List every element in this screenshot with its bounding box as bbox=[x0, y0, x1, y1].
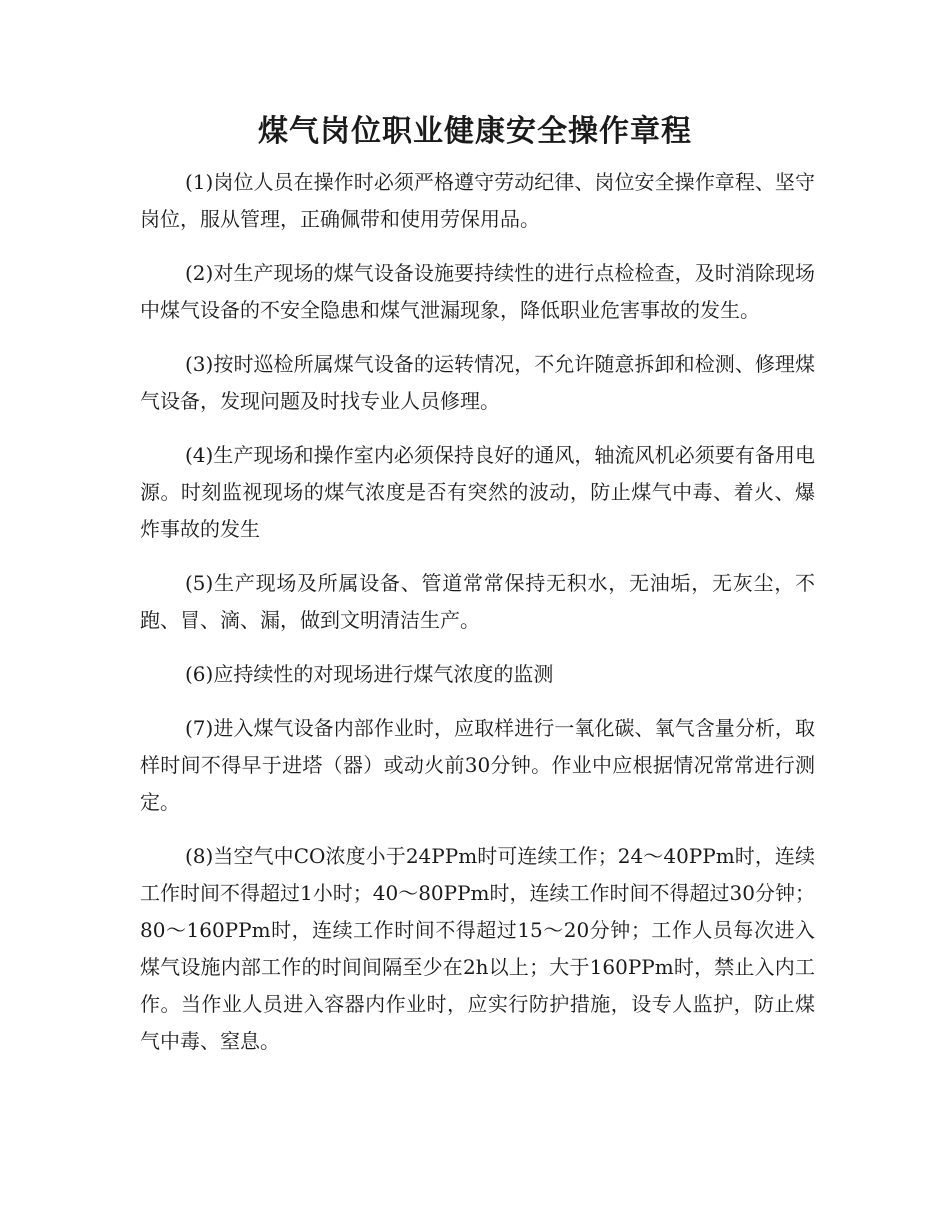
paragraph-2: (2)对生产现场的煤气设备设施要持续性的进行点检检查，及时消除现场中煤气设备的不安全隐患和煤气泄漏现象，降低职业危害事故的发生。 bbox=[140, 261, 815, 322]
paragraph-1: (1)岗位人员在操作时必须严格遵守劳动纪律、岗位安全操作章程、坚守岗位，服从管理，正确佩带和使用劳保用品。 bbox=[140, 170, 815, 231]
paragraph-4: (4)生产现场和操作室内必须保持良好的通风，轴流风机必须要有备用电源。时刻监视现场的煤气浓度是否有突然的波动，防止煤气中毒、着火、爆炸事故的发生 bbox=[140, 443, 815, 541]
paragraph-3: (3)按时巡检所属煤气设备的运转情况，不允许随意拆卸和检测、修理煤气设备，发现问题及时找专业人员修理。 bbox=[140, 352, 815, 413]
paragraph-6: (6)应持续性的对现场进行煤气浓度的监测 bbox=[185, 662, 554, 686]
paragraph-8: (8)当空气中CO浓度小于24PPm时可连续工作；24～40PPm时，连续工作时间不得超过1小时；40～80PPm时，连续工作时间不得超过30分钟；80～160PPm时，连续工作时间不得超过15～20分钟；工作人员每次进入煤气设施内部工作的时间间隔至少在2h以上；大于160PPm时，禁止入内工作。当作业人员进入容器内作业时，应实行防护措施，设专人监护，防止煤气中毒、窒息。 bbox=[140, 844, 815, 1053]
paragraph-7: (7)进入煤气设备内部作业时，应取样进行一氧化碳、氧气含量分析，取样时间不得早于进塔（器）或动火前30分钟。作业中应根据情况常常进行测定。 bbox=[140, 716, 815, 814]
paragraph-5: (5)生产现场及所属设备、管道常常保持无积水，无油垢，无灰尘，不跑、冒、滴、漏，做到文明清洁生产。 bbox=[140, 571, 815, 632]
document-title: 煤气岗位职业健康安全操作章程 bbox=[258, 114, 692, 149]
document-body bbox=[140, 164, 815, 1077]
